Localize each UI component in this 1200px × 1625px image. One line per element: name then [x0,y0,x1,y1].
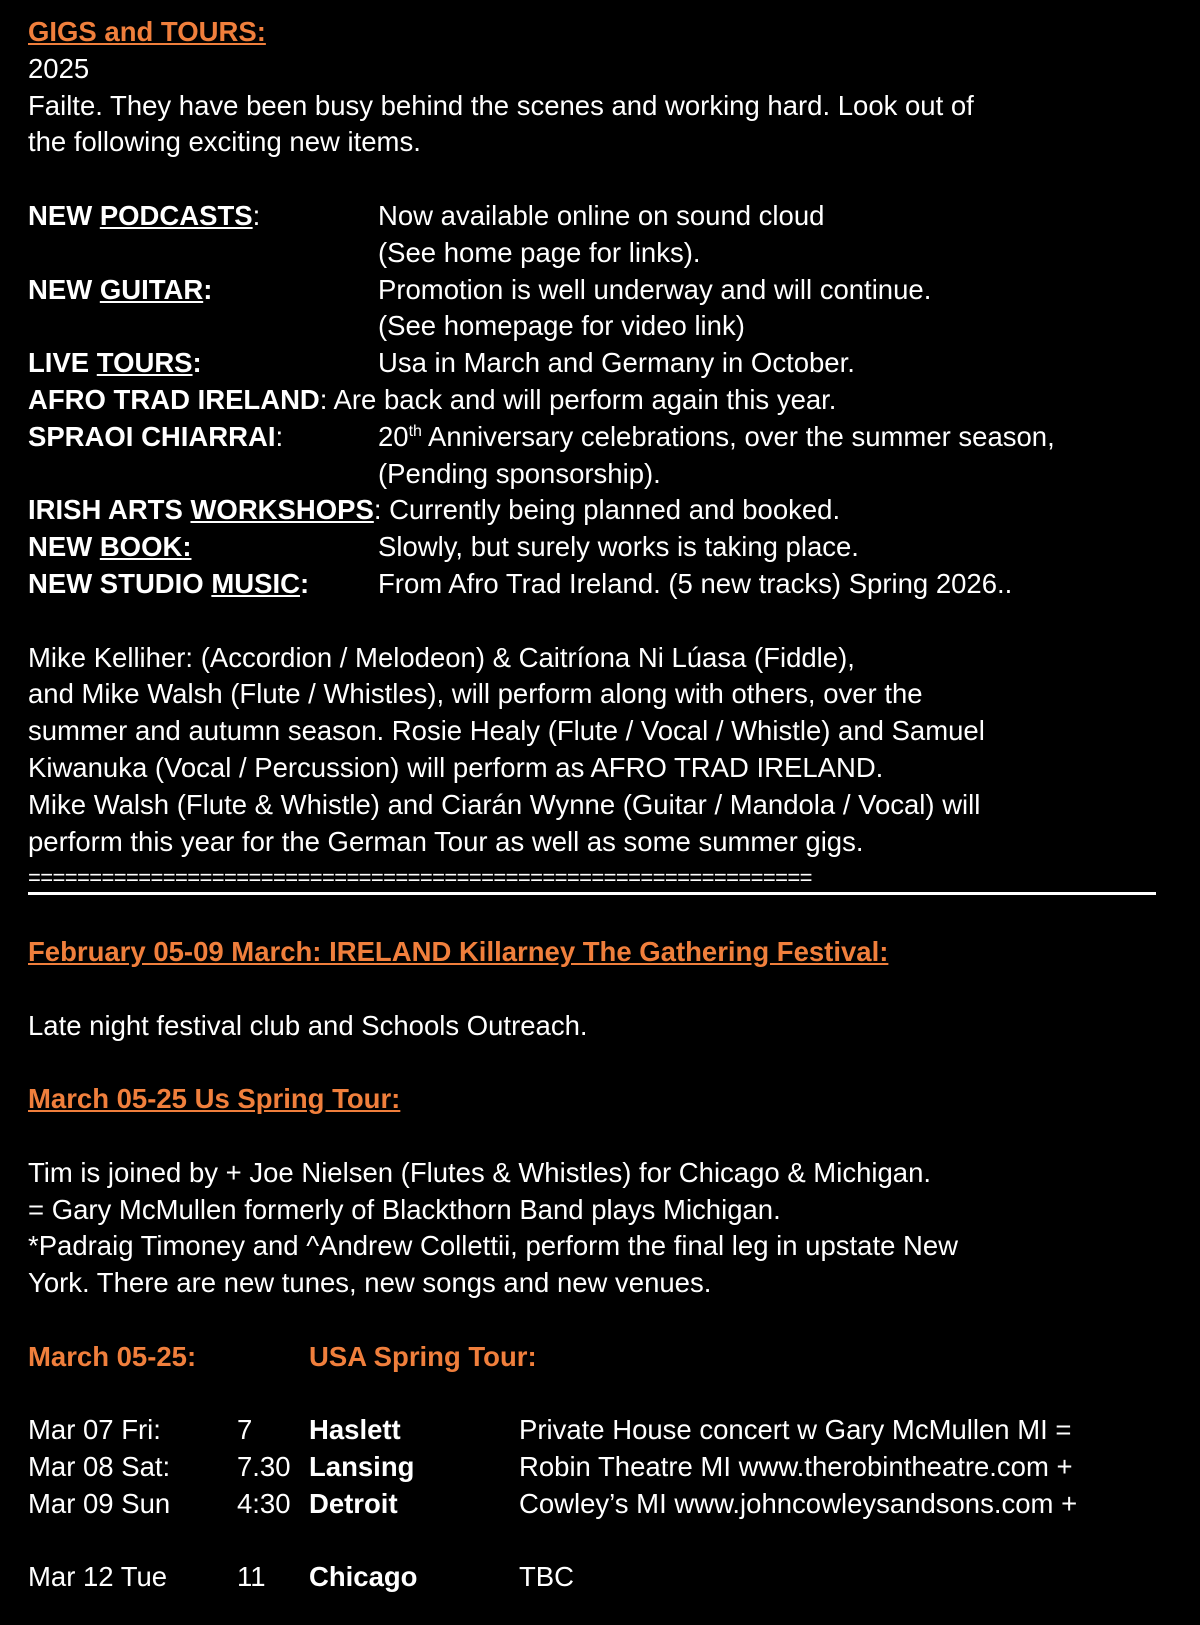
march-text-3: *Padraig Timoney and ^Andrew Collettii, perform the final leg in upstate New [28,1230,959,1262]
page-heading: GIGS and TOURS: [28,16,266,47]
march-text-1: Tim is joined by + Joe Nielsen (Flutes & Whistles) for Chicago & Michigan. [28,1156,932,1188]
feb-heading: February 05-09 March: IRELAND Killarney The Gathering Festival: [28,935,889,967]
tour-row: Mar 07 Fri: 7 Haslett Private House concert w Gary McMullen MI = [28,1414,1072,1446]
tour-heading-dates: March 05-25: [28,1340,197,1372]
news-podcasts-note: (See home page for links). [378,236,701,268]
intro-line-2: the following exciting new items. [28,126,421,158]
march-heading: March 05-25 Us Spring Tour: [28,1083,401,1115]
musicians-line-4: Kiwanuka (Vocal / Percussion) will perform as AFRO TRAD IRELAND. [28,751,884,783]
news-guitar: NEW GUITAR: Promotion is well underway and will continue. [28,273,932,305]
musicians-line-6: perform this year for the German Tour as well as some summer gigs. [28,825,864,857]
news-spraoi: SPRAOI CHIARRAI: 20th Anniversary celebrations, over the summer season, [28,420,1055,452]
tour-row: Mar 09 Sun 4:30 Detroit Cowley’s MI www.johncowleysandsons.com + [28,1487,1078,1519]
tour-heading-title: USA Spring Tour: [309,1340,537,1372]
musicians-line-5: Mike Walsh (Flute & Whistle) and Ciarán Wynne (Guitar / Mandola / Vocal) will [28,788,981,820]
news-music: NEW STUDIO MUSIC: From Afro Trad Ireland. (5 new tracks) Spring 2026.. [28,567,1013,599]
news-spraoi-note: (Pending sponsorship). [378,457,661,489]
musicians-line-1: Mike Kelliher: (Accordion / Melodeon) & Caitríona Ni Lúasa (Fiddle), [28,641,855,673]
intro-line-1: Failte. They have been busy behind the scenes and working hard. Look out of [28,89,974,121]
musicians-line-3: summer and autumn season. Rosie Healy (Flute / Vocal / Whistle) and Samuel [28,715,985,747]
news-podcasts: NEW PODCASTS: Now available online on sound cloud [28,199,825,231]
news-guitar-note: (See homepage for video link) [378,310,745,342]
tour-heading [28,1339,1172,1376]
march-text-2: = Gary McMullen formerly of Blackthorn Band plays Michigan. [28,1193,781,1225]
tour-row: Mar 12 Tue 11 Chicago TBC [28,1561,574,1593]
news-book: NEW BOOK: Slowly, but surely works is taking place. [28,531,859,563]
tour-row: Mar 08 Sat: 7.30 Lansing Robin Theatre MI www.therobintheatre.com + [28,1451,1073,1483]
year-label: 2025 [28,52,90,84]
section-divider: ================================================================ [28,860,1172,897]
news-workshops: IRISH ARTS WORKSHOPS: Currently being planned and booked. [28,494,841,526]
news-tours: LIVE TOURS: Usa in March and Germany in October. [28,347,855,379]
news-afro: AFRO TRAD IRELAND: Are back and will perform again this year. [28,383,837,415]
march-text-4: York. There are new tunes, new songs and new venues. [28,1267,712,1299]
feb-text: Late night festival club and Schools Outreach. [28,1009,588,1041]
musicians-line-2: and Mike Walsh (Flute / Whistles), will perform along with others, over the [28,678,923,710]
